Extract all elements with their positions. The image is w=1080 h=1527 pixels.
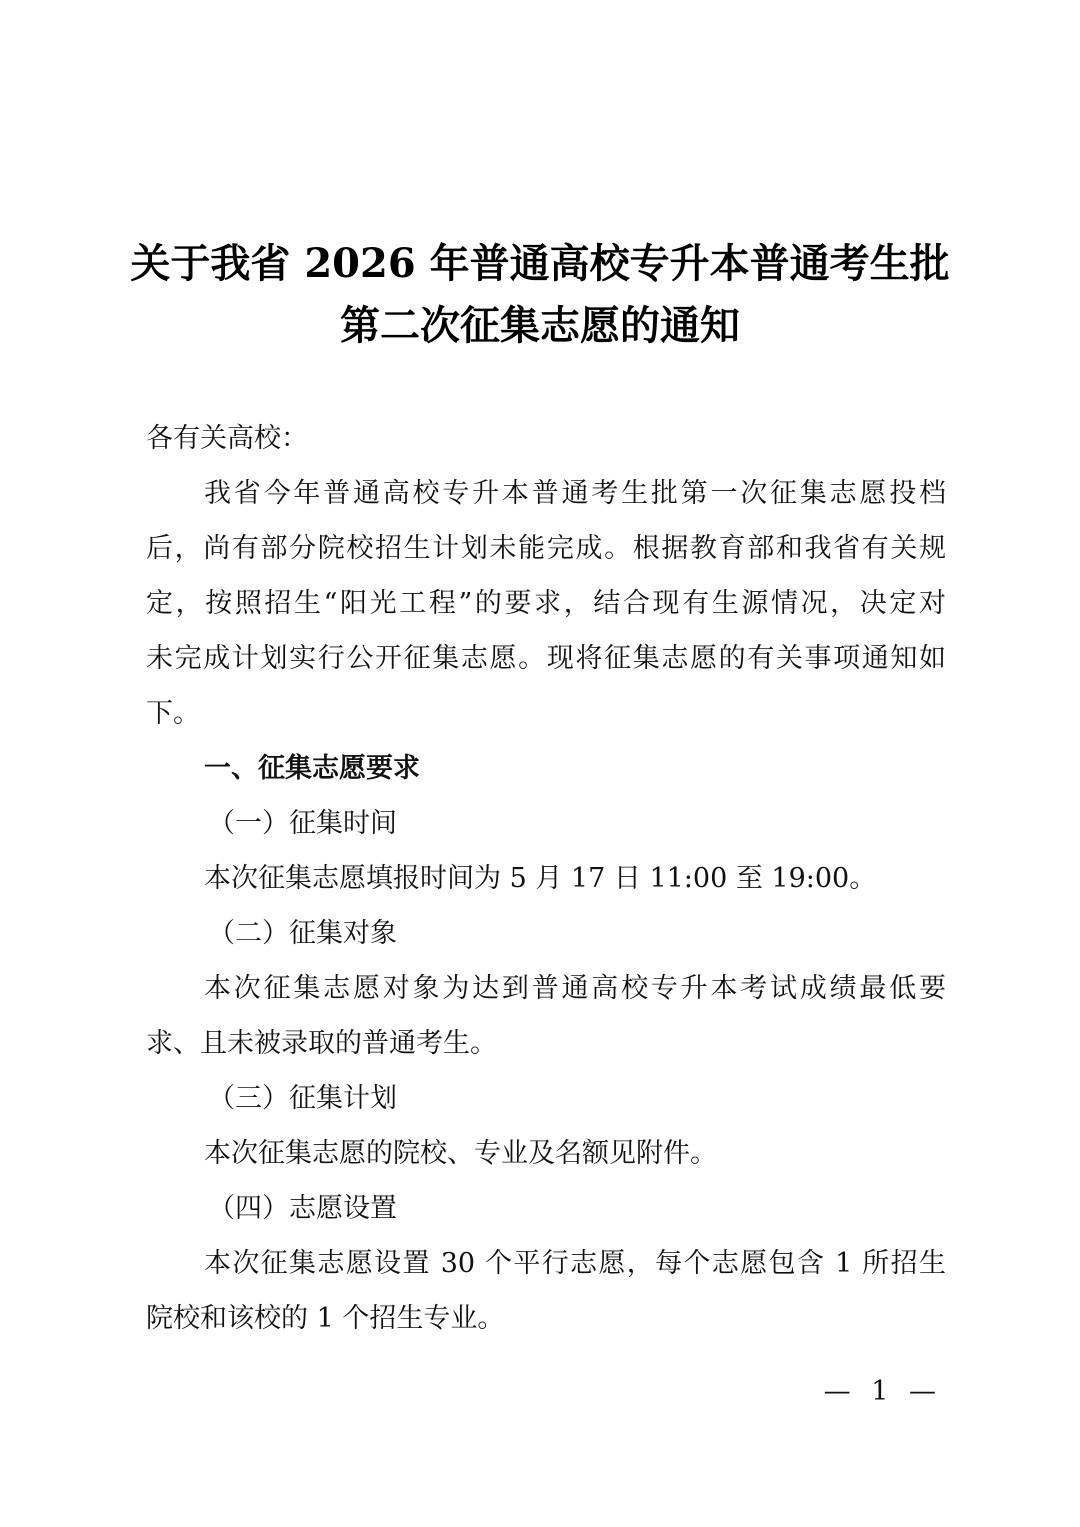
sub-2-heading: （二）征集对象 (208, 918, 397, 949)
document-body (146, 411, 946, 1346)
intro-line-5: 下。 (146, 698, 200, 729)
sub-4-line-2: 院校和该校的 1 个招生专业。 (146, 1303, 505, 1334)
intro-line-3: 定，按照招生“阳光工程”的要求，结合现有生源情况，决定对 (146, 588, 946, 619)
intro-line-4: 未完成计划实行公开征集志愿。现将征集志愿的有关事项通知如 (146, 643, 946, 674)
page-number: — 1 — (823, 1376, 942, 1407)
sub-3-heading: （三）征集计划 (208, 1083, 397, 1114)
sub-1-heading: （一）征集时间 (208, 808, 397, 839)
section-1-heading: 一、征集志愿要求 (204, 753, 420, 784)
sub-4-line-1: 本次征集志愿设置 30 个平行志愿，每个志愿包含 1 所招生 (204, 1248, 946, 1279)
document-title-line-2: 第二次征集志愿的通知 (340, 302, 740, 349)
document-title-line-1: 关于我省 2026 年普通高校专升本普通考生批 (130, 240, 950, 287)
intro-line-2: 后，尚有部分院校招生计划未能完成。根据教育部和我省有关规 (146, 533, 946, 564)
sub-3-text: 本次征集志愿的院校、专业及名额见附件。 (204, 1138, 717, 1169)
sub-1-text: 本次征集志愿填报时间为 5 月 17 日 11:00 至 19:00。 (204, 863, 877, 894)
sub-2-line-2: 求、且未被录取的普通考生。 (146, 1028, 497, 1059)
salutation: 各有关高校： (146, 423, 308, 454)
sub-2-line-1: 本次征集志愿对象为达到普通高校专升本考试成绩最低要 (204, 973, 946, 1004)
sub-4-heading: （四）志愿设置 (208, 1193, 397, 1224)
intro-line-1: 我省今年普通高校专升本普通考生批第一次征集志愿投档 (204, 478, 946, 509)
